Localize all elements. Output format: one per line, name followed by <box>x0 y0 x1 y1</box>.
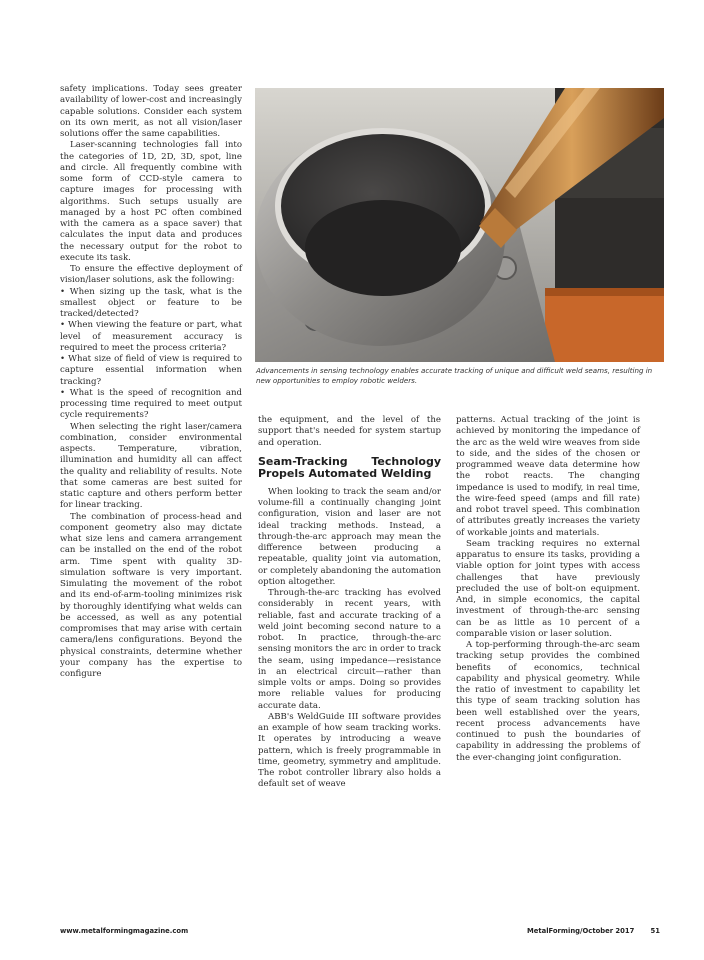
body-paragraph: The combination of process-head and component geometry also may dictate what size lens and camera arrangement can be installed on the end of the robot arm. Time spent with quality 3D-simulation software is very important. Simulating the movement of the robot and its end-of-arm-tooling minimizes risk by thoroughly identifying what welds can be accessed, as well as any potential compromises that may arise with certain camera/lens configurations. Beyond the physical constraints, determine whether your company has the expertise to configure <box>60 511 242 679</box>
article-column-3 <box>456 415 640 764</box>
bullet-item: • When viewing the feature or part, what level of measurement accuracy is required to meet the process criteria? <box>60 320 242 353</box>
page-number: 51 <box>650 927 660 935</box>
weld-fixture-illustration <box>255 88 664 362</box>
section-heading: Seam-Tracking Technology Propels Automated Welding <box>258 454 441 481</box>
footer-website: www.metalformingmagazine.com <box>60 927 189 935</box>
body-paragraph: When selecting the right laser/camera combination, consider environmental aspects. Temperature, vibration, illumination and humidity all can affect the quality and reliability of results. Note that some cameras are best suited for static capture and others perform better for linear tracking. <box>60 421 242 511</box>
article-photo <box>255 88 664 362</box>
photo-caption: Advancements in sensing technology enables accurate tracking of unique and difficult weld seams, resulting in new opportunities to employ robotic welders. <box>256 366 653 385</box>
body-paragraph: safety implications. Today sees greater availability of lower-cost and increasingly capable solutions. Consider each system on its own merit, as not all vision/laser solutions offer the same capabilities. <box>60 84 242 139</box>
body-paragraph: A top-performing through-the-arc seam tracking setup provides the combined benefits of economics, technical capability and physical geometry. While the ratio of investment to capability let this type of seam tracking solution has been well established over the years, recent process advancements have continued to push the boundaries of capability in addressing the problems of the ever-changing joint configuration. <box>456 640 640 763</box>
article-column-2 <box>258 415 441 791</box>
body-paragraph: Seam tracking requires no external apparatus to ensure its tasks, providing a viable option for joint types with access challenges that have previously precluded the use of bolt-on equipment. And, in simple economics, the capital investment of through-the-arc sensing can be as little as 10 percent of a comparable vision or laser solution. <box>456 538 640 639</box>
footer-publication <box>527 927 660 935</box>
body-paragraph: ABB's WeldGuide III software provides an example of how seam tracking works. It operates by introducing a weave pattern, which is freely programmable in time, geometry, symmetry and amplitude. The robot controller library also holds a default set of weave <box>258 711 441 790</box>
body-paragraph: the equipment, and the level of the support that's needed for system startup and operation. <box>258 415 441 448</box>
body-paragraph: Laser-scanning technologies fall into the categories of 1D, 2D, 3D, spot, line and circle. All frequently combine with some form of CCD-style camera to capture images for processing with algorithms. Such setups usually are managed by a host PC often combined with the camera as a space saver) that calculates the input data and produces the necessary output for the robot to execute its task. <box>60 140 242 263</box>
body-paragraph: To ensure the effective deployment of vision/laser solutions, ask the following: <box>60 264 242 286</box>
body-paragraph: When looking to track the seam and/or volume-fill a continually changing joint configuration, vision and laser are not ideal tracking methods. Instead, a through-the-arc approach may mean the difference between producing a repeatable, quality joint via automation, or completely abandoning the automation option altogether. <box>258 486 441 587</box>
body-paragraph: Through-the-arc tracking has evolved considerably in recent years, with reliable, fast and accurate tracking of a weld joint becoming second nature to a robot. In practice, through-the-arc sensing monitors the arc in order to track the seam, using impedance—resistance in an electrical circuit—rather than simple volts or amps. Doing so provides more reliable values for producing accurate data. <box>258 588 441 711</box>
body-paragraph: patterns. Actual tracking of the joint is achieved by monitoring the impedance of the arc as the weld wire weaves from side to side, and the sides of the chosen or programmed weave data determine how the robot reacts. The changing impedance is used to modify, in real time, the wire-feed speed (amps and fill rate) and robot travel speed. This combination of attributes greatly increases the variety of workable joints and materials. <box>456 415 640 538</box>
article-column-1 <box>60 84 242 680</box>
bullet-item: • What size of field of view is required to capture essential information when tracking? <box>60 354 242 387</box>
bullet-item: • What is the speed of recognition and processing time required to meet output cycle requirements? <box>60 387 242 421</box>
publication-name: MetalForming/October 2017 <box>526 927 635 935</box>
bullet-item: • When sizing up the task, what is the smallest object or feature to be tracked/detected? <box>60 286 242 319</box>
